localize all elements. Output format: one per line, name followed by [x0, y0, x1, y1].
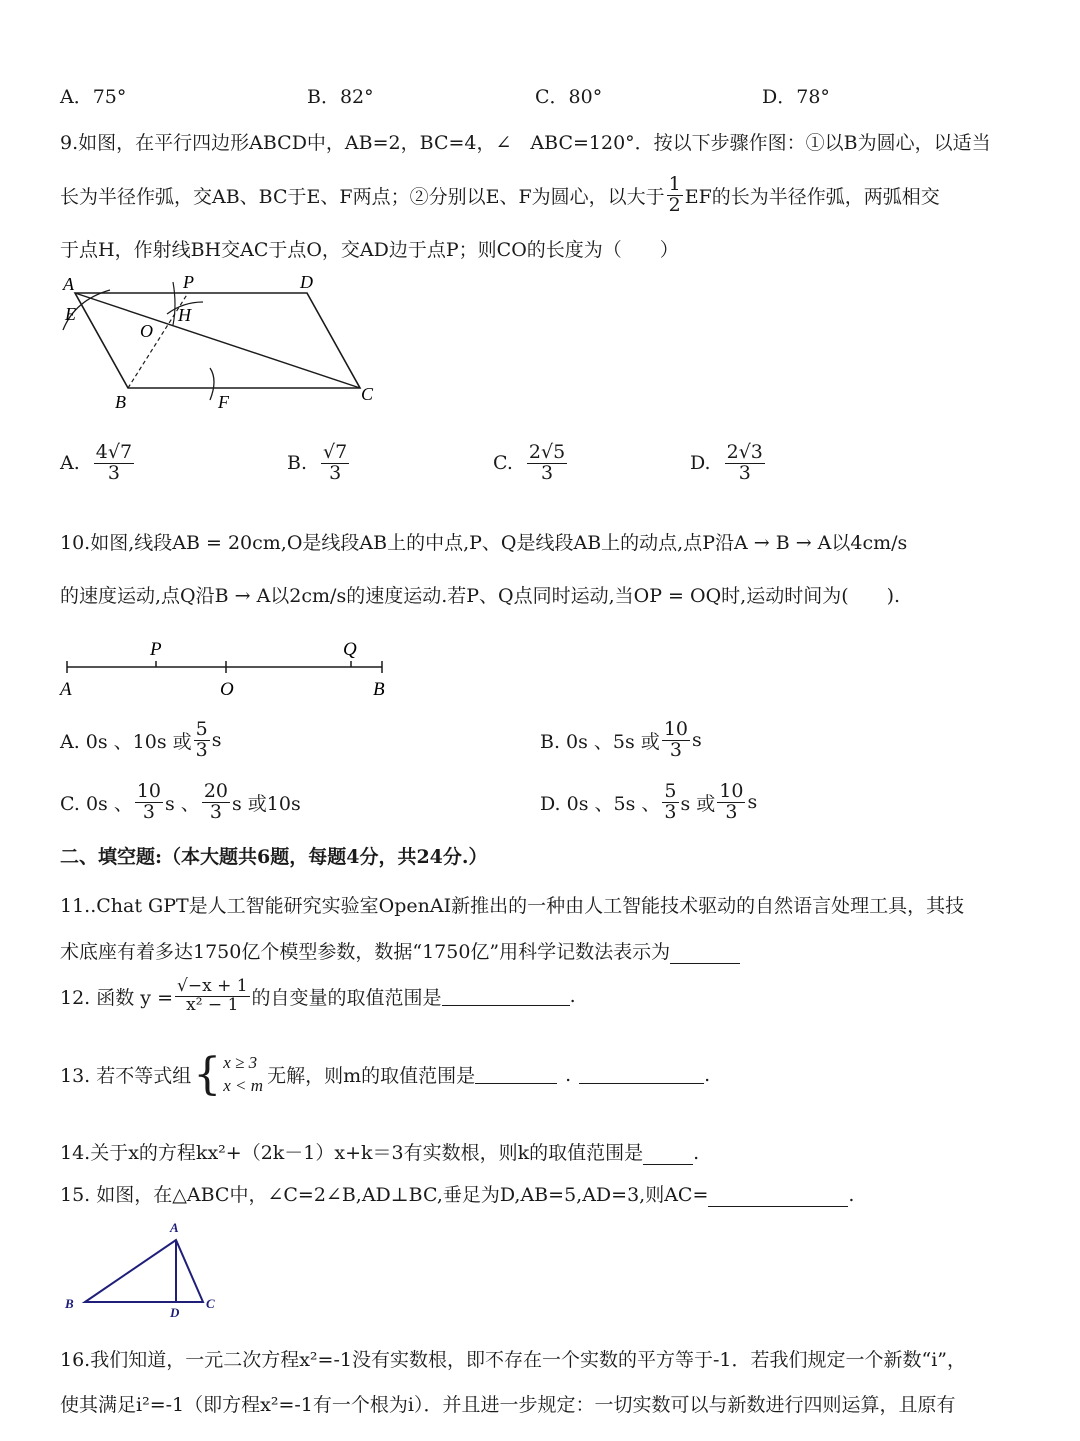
q10-segment-figure [55, 635, 395, 705]
q10-option-a [60, 720, 222, 761]
label-q: Q [343, 639, 357, 660]
q13-sys2: x < m [223, 1075, 264, 1095]
label-o: O [140, 321, 153, 341]
q10-opt-a-pre: A. 0s 、10s 或 [60, 730, 192, 753]
label-a: A [63, 274, 74, 294]
q13-answer-blank-2[interactable] [579, 1065, 704, 1084]
q13-answer-blank-1[interactable] [475, 1065, 557, 1084]
q9-opt-a-num: 4√7 [95, 441, 133, 463]
q10-opt-d-mid: s 或 [680, 792, 716, 815]
q10-opt-d-den1: 3 [664, 800, 677, 823]
q15-answer-blank[interactable] [708, 1188, 848, 1207]
label-d: D [170, 1305, 180, 1320]
diagonal-ac [75, 293, 360, 388]
q9-opt-c-den: 3 [541, 461, 554, 484]
q11-line2 [60, 937, 740, 964]
q9-option-b [287, 443, 351, 484]
q10-opt-b-den: 3 [669, 738, 682, 761]
q10-opt-c-num2: 20 [203, 780, 228, 802]
q9-opt-b-den: 3 [329, 461, 342, 484]
q10-line1: 10.如图,线段AB = 20cm,O是线段AB上的中点,P、Q是线段AB上的动点,点P沿A → B → A以4cm/s [60, 532, 908, 554]
q10-option-b [540, 720, 702, 761]
q9-option-d [690, 443, 767, 484]
q14-text: 14.关于x的方程kx²+（2k－1）x+k＝3有实数根，则k的取值范围是 [60, 1142, 644, 1164]
label-p: P [183, 272, 194, 292]
q10-opt-b-pre: B. 0s 、5s 或 [540, 730, 660, 753]
q13-brace: { [193, 1048, 222, 1100]
label-e: E [65, 304, 76, 324]
label-p: P [150, 639, 162, 660]
triangle-abc [85, 1240, 203, 1302]
q10-opt-a-den: 3 [195, 738, 208, 761]
q10-opt-c-mid: s 、 [165, 792, 200, 815]
q10-opt-c-post: s 或10s [232, 792, 301, 815]
q8-option-a: A．75° [60, 86, 127, 108]
q9-opt-b-letter: B. [287, 452, 308, 475]
q11-answer-blank[interactable] [670, 945, 740, 964]
q10-opt-c-den1: 3 [142, 800, 155, 823]
q15-triangle-figure [60, 1218, 230, 1318]
q9-opt-c-letter: C. [493, 452, 513, 475]
q9-opt-a-letter: A. [60, 452, 80, 475]
q9-line1: 9.如图，在平行四边形ABCD中，AB=2，BC=4，∠ ABC=120°．按以下步骤作图：①以B为圆心，以适当 [60, 132, 991, 154]
q9-option-c [493, 443, 569, 484]
q10-opt-a-num: 5 [195, 718, 208, 740]
q13-pre: 13. 若不等式组 [60, 1065, 192, 1088]
q14: 14.关于x的方程kx²+（2k－1）x+k＝3有实数根，则k的取值范围是 . [60, 1142, 700, 1164]
label-c: C [206, 1296, 215, 1311]
q10-opt-d-post: s [747, 791, 758, 814]
q12: 12. 函数 y = $\frac{√-x + 1}{\text{x² − 1}}$ 的自变量的取值范围是 . [60, 976, 576, 1015]
label-f: F [218, 392, 229, 412]
arc-h2 [173, 282, 175, 325]
q10-opt-d-den2: 3 [725, 800, 738, 823]
q9-line2 [60, 170, 940, 220]
q12-num: √−x + 1 [177, 976, 248, 996]
label-h: H [178, 305, 191, 325]
q9-line2-end: EF的长为半径作弧，两弧相交 [684, 185, 940, 208]
q9-line3: 于点H，作射线BH交AC于点O，交AD边于点P；则CO的长度为（ ） [60, 239, 679, 261]
q10-opt-d-num1: 5 [664, 780, 677, 802]
q13-sys1: x ≥ 3 [223, 1053, 258, 1072]
q8-option-b: B．82° [307, 86, 374, 108]
q9-frac-num: 1 [668, 172, 681, 195]
q10-option-d [540, 782, 757, 823]
q10-line2: 的速度运动,点Q沿B → A以2cm/s的速度运动.若P、Q点同时运动,当OP = OQ时,运动时间为( ). [60, 585, 901, 607]
q15: 15. 如图，在△ABC中，∠C=2∠B,AD⊥BC,垂足为D,AB=5,AD=3,则AC= . [60, 1184, 855, 1206]
q9-opt-d-letter: D. [690, 452, 711, 475]
arc-f [210, 368, 214, 400]
q11-line1: 11..Chat GPT是人工智能研究实验室OpenAI新推出的一种由人工智能技术驱动的自然语言处理工具，其技 [60, 895, 965, 917]
label-b: B [115, 392, 126, 412]
q9-opt-a-den: 3 [107, 461, 120, 484]
q9-frac-den: 2 [668, 193, 681, 216]
q11-line2-text: 术底座有着多达1750亿个模型参数，数据“1750亿”用科学记数法表示为 [60, 941, 671, 963]
q10-opt-d-pre: D. 0s 、5s 、 [540, 792, 661, 815]
q12-post: 的自变量的取值范围是 [251, 986, 442, 1009]
q10-opt-b-num: 10 [663, 718, 688, 740]
label-a: A [60, 679, 72, 700]
q10-opt-c-pre: C. 0s 、 [60, 792, 133, 815]
q9-half-fraction [667, 172, 683, 216]
q12-den: x² − 1 [186, 994, 239, 1015]
label-o: O [220, 679, 234, 700]
q12-pre: 12. 函数 y = [60, 986, 173, 1009]
q9-opt-d-num: 2√3 [726, 441, 763, 463]
q8-option-d: D．78° [762, 86, 830, 108]
q9-line2-start: 长为半径作弧，交AB、BC于E、F两点；②分别以E、F为圆心，以大于 [60, 185, 665, 208]
label-b: B [373, 679, 385, 700]
q13: 13. 若不等式组 { x ≥ 3 x < m 无解，则m的取值范围是 . . [60, 1048, 711, 1100]
q9-parallelogram-figure [55, 270, 385, 415]
q9-option-a [60, 443, 136, 484]
label-d: D [300, 272, 313, 292]
q10-option-c [60, 782, 301, 823]
q8-option-c: C．80° [535, 86, 603, 108]
q12-answer-blank[interactable] [442, 987, 570, 1006]
q15-text: 15. 如图，在△ABC中，∠C=2∠B,AD⊥BC,垂足为D,AB=5,AD=3,则AC= [60, 1184, 709, 1206]
label-b: B [65, 1296, 74, 1311]
q16-line2: 使其满足i²=-1（即方程x²=-1有一个根为i）．并且进一步规定：一切实数可以与新数进行四则运算，且原有 [60, 1394, 956, 1416]
q10-opt-a-post: s [211, 729, 222, 752]
section-heading-fill-in: 二、填空题:（本大题共6题，每题4分，共24分.） [60, 846, 488, 868]
q10-opt-c-num1: 10 [136, 780, 162, 802]
q9-opt-c-num: 2√5 [528, 441, 566, 463]
label-c: C [361, 384, 374, 404]
q9-opt-b-num: √7 [323, 441, 348, 463]
q10-opt-c-den2: 3 [209, 800, 222, 823]
q16-line1: 16.我们知道，一元二次方程x²=-1没有实数根，即不存在一个实数的平方等于-1．若我们规定一个新数“i”， [60, 1349, 966, 1371]
q9-opt-d-den: 3 [738, 461, 751, 484]
q10-opt-b-post: s [692, 729, 702, 752]
q10-opt-d-num2: 10 [719, 780, 744, 802]
label-a: A [170, 1220, 179, 1235]
q14-answer-blank[interactable] [643, 1146, 693, 1165]
q13-post: 无解，则m的取值范围是 [267, 1065, 476, 1088]
